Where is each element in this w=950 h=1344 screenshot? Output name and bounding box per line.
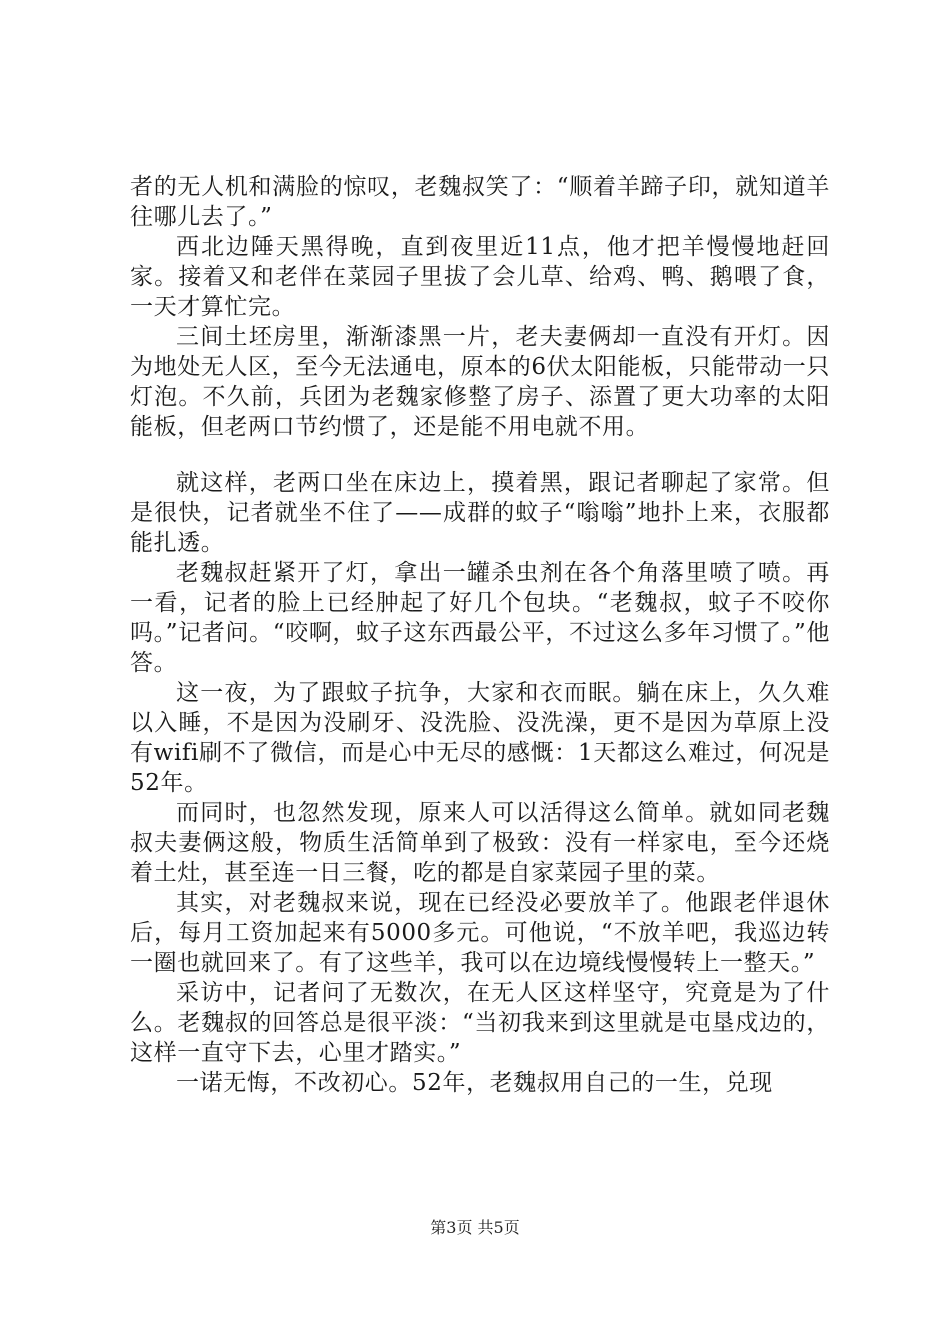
paragraph: 而同时，也忽然发现，原来人可以活得这么简单。就如同老魏叔夫妻俩这般，物质生活简单到了极致：没有一样家电，至今还烧着土灶，甚至连一日三餐，吃的都是自家菜园子里的菜。 [130, 800, 830, 886]
paragraph-last: 一诺无悔，不改初心。52年，老魏叔用自己的一生，兑现 [176, 1070, 773, 1096]
document-body [130, 172, 830, 1098]
paragraph-continuation: 者的无人机和满脸的惊叹，老魏叔笑了：“顺着羊蹄子印，就知道羊往哪儿去了。” [130, 174, 830, 230]
paragraph: 三间土坯房里，渐渐漆黑一片，老夫妻俩却一直没有开灯。因为地处无人区，至今无法通电，原本的6伏太阳能板，只能带动一只灯泡。不久前，兵团为老魏家修整了房子、添置了更大功率的太阳能板，但老两口节约惯了，还是能不用电就不用。 [130, 324, 830, 440]
paragraph: 这一夜，为了跟蚊子抗争，大家和衣而眠。躺在床上，久久难以入睡，不是因为没刷牙、没洗脸、没洗澡，更不是因为草原上没有wifi刷不了微信，而是心中无尽的感慨：1天都这么难过，何况是52年。 [130, 680, 830, 796]
paragraph: 采访中，记者问了无数次，在无人区这样坚守，究竟是为了什么。老魏叔的回答总是很平淡：“当初我来到这里就是屯垦戍边的，这样一直守下去，心里才踏实。” [130, 980, 830, 1066]
paragraph: 就这样，老两口坐在床边上，摸着黑，跟记者聊起了家常。但是很快，记者就坐不住了——成群的蚊子“嗡嗡”地扑上来，衣服都能扎透。 [130, 470, 830, 556]
page-number-footer: 第3页 共5页 [430, 1218, 520, 1237]
paragraph: 其实，对老魏叔来说，现在已经没必要放羊了。他跟老伴退休后，每月工资加起来有5000多元。可他说，“不放羊吧，我巡边转一圈也就回来了。有了这些羊，我可以在边境线慢慢转上一整天。” [130, 890, 830, 976]
paragraph: 老魏叔赶紧开了灯，拿出一罐杀虫剂在各个角落里喷了喷。再一看，记者的脸上已经肿起了好几个包块。“老魏叔，蚊子不咬你吗。”记者问。“咬啊，蚊子这东西最公平，不过这么多年习惯了。”他答。 [130, 560, 830, 676]
paragraph: 西北边陲天黑得晚，直到夜里近11点，他才把羊慢慢地赶回家。接着又和老伴在菜园子里拔了会儿草、给鸡、鸭、鹅喂了食，一天才算忙完。 [130, 234, 830, 320]
